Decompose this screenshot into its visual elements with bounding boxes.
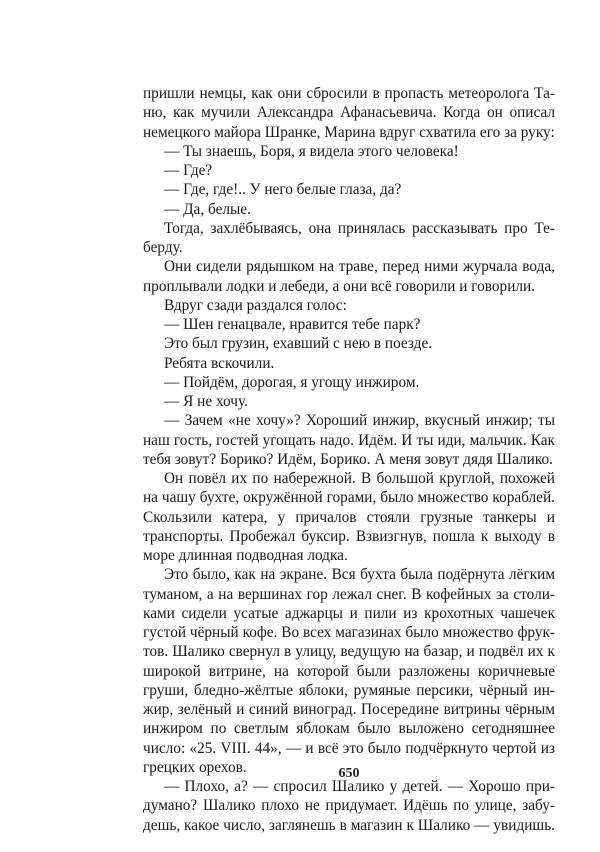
- text-line: — Пойдём, дорогая, я угощу инжиром.: [164, 373, 420, 391]
- text-line: — Зачем «не хочу»? Хороший инжир, вкусный инжир; ты: [164, 412, 555, 430]
- paragraph: [143, 180, 555, 199]
- paragraph: [143, 565, 555, 777]
- text-line: Он повёл их по набережной. В большой круглой, похожей: [164, 470, 555, 487]
- text-line: Вдруг сзади раздался голос:: [164, 296, 347, 314]
- paragraph: [143, 469, 555, 565]
- text-line: Скользили катера, у причалов стояли грузные танкеры и: [143, 508, 555, 526]
- text-line: Ребята вскочили.: [164, 354, 275, 372]
- paragraph: [143, 777, 555, 835]
- text-line: грецких орехов.: [143, 758, 247, 776]
- text-line: туманом, а на вершинах гор лежал снег. В кофейных за столи-: [143, 585, 555, 603]
- text-line: транспорты. Пробежал буксир. Взвизгнув, пошла к выходу в: [143, 527, 555, 545]
- text-line: ками сидели усатые аджарцы и пили из крохотных чашечек: [143, 604, 555, 622]
- paragraph: [143, 411, 555, 469]
- paragraph: [143, 219, 555, 258]
- text-line: берду.: [143, 239, 183, 256]
- text-line: тебя зовут? Борико? Идём, Борико. А меня зовут дядя Шалико.: [143, 450, 553, 468]
- text-line: Они сидели рядышком на траве, перед ними журчала вода,: [164, 258, 555, 276]
- text-line: жир, зелёный и синий виноград. Посередине витрины чёрным: [143, 701, 555, 718]
- paragraph: [143, 200, 555, 219]
- text-line: — Где?: [164, 162, 213, 179]
- text-line: ню, как мучили Александра Афанасьевича. Когда он описал: [143, 104, 555, 122]
- text-line: на чашу бухте, окружённой горами, было множество кораблей.: [143, 489, 555, 507]
- text-line: — Я не хочу.: [164, 393, 248, 410]
- page-number: 650: [338, 766, 360, 781]
- paragraph: [143, 354, 555, 373]
- text-line: думано? Шалико плохо не придумает. Идёшь по улице, забу-: [143, 797, 555, 815]
- paragraph: [143, 257, 555, 296]
- paragraph: [143, 315, 555, 334]
- text-line: — Да, белые.: [164, 200, 251, 218]
- paragraph: [143, 334, 555, 353]
- text-line: — Где, где!.. У него белые глаза, да?: [164, 181, 402, 199]
- text-line: тов. Шалико свернул в улицу, ведущую на базар, и подвёл их к: [143, 643, 555, 661]
- paragraph: [143, 373, 555, 392]
- text-line: инжиром по светлым яблокам было выложено сегодняшнее: [143, 720, 555, 738]
- text-line: немецкого майора Шранке, Марина вдруг схватила его за руку:: [143, 123, 555, 141]
- text-line: широкой витрине, на которой были разложены коричневые: [143, 662, 555, 680]
- paragraph: [143, 142, 555, 161]
- text-line: — Шен генацвале, нравится тебе парк?: [164, 316, 421, 333]
- text-line: Тогда, захлёбываясь, она принялась рассказывать про Те-: [164, 219, 555, 237]
- text-line: проплывали лодки и лебеди, а они всё говорили и говорили.: [143, 277, 536, 295]
- paragraph: [143, 161, 555, 180]
- text-line: Это был грузин, ехавший с нею в поезде.: [164, 335, 433, 353]
- paragraph: [143, 296, 555, 315]
- body-text: [143, 84, 555, 835]
- text-line: — Ты знаешь, Боря, я видела этого человека!: [164, 142, 459, 160]
- text-line: число: «25. VIII. 44», — и всё это было подчёркнуто чертой из: [143, 739, 555, 757]
- text-line: густой чёрный кофе. Во всех магазинах было множество фрук-: [143, 624, 555, 641]
- paragraph: [143, 84, 555, 142]
- text-line: море длинная подводная лодка.: [143, 547, 348, 564]
- text-line: — Плохо, а? — спросил Шалико у детей. — Хорошо при-: [164, 778, 555, 795]
- text-line: наш гость, гостей угощать надо. Идём. И ты иди, мальчик. Как: [143, 431, 555, 449]
- text-line: пришли немцы, как они сбросили в пропасть метеоролога Та-: [143, 85, 555, 102]
- text-line: Это было, как на экране. Вся бухта была подёрнута лёгким: [164, 566, 555, 584]
- paragraph: [143, 392, 555, 411]
- text-line: груши, бледно-жёлтые яблоки, румяные персики, чёрный ин-: [143, 681, 555, 699]
- text-line: дешь, какое число, заглянешь в магазин к Шалико — увидишь.: [143, 816, 555, 834]
